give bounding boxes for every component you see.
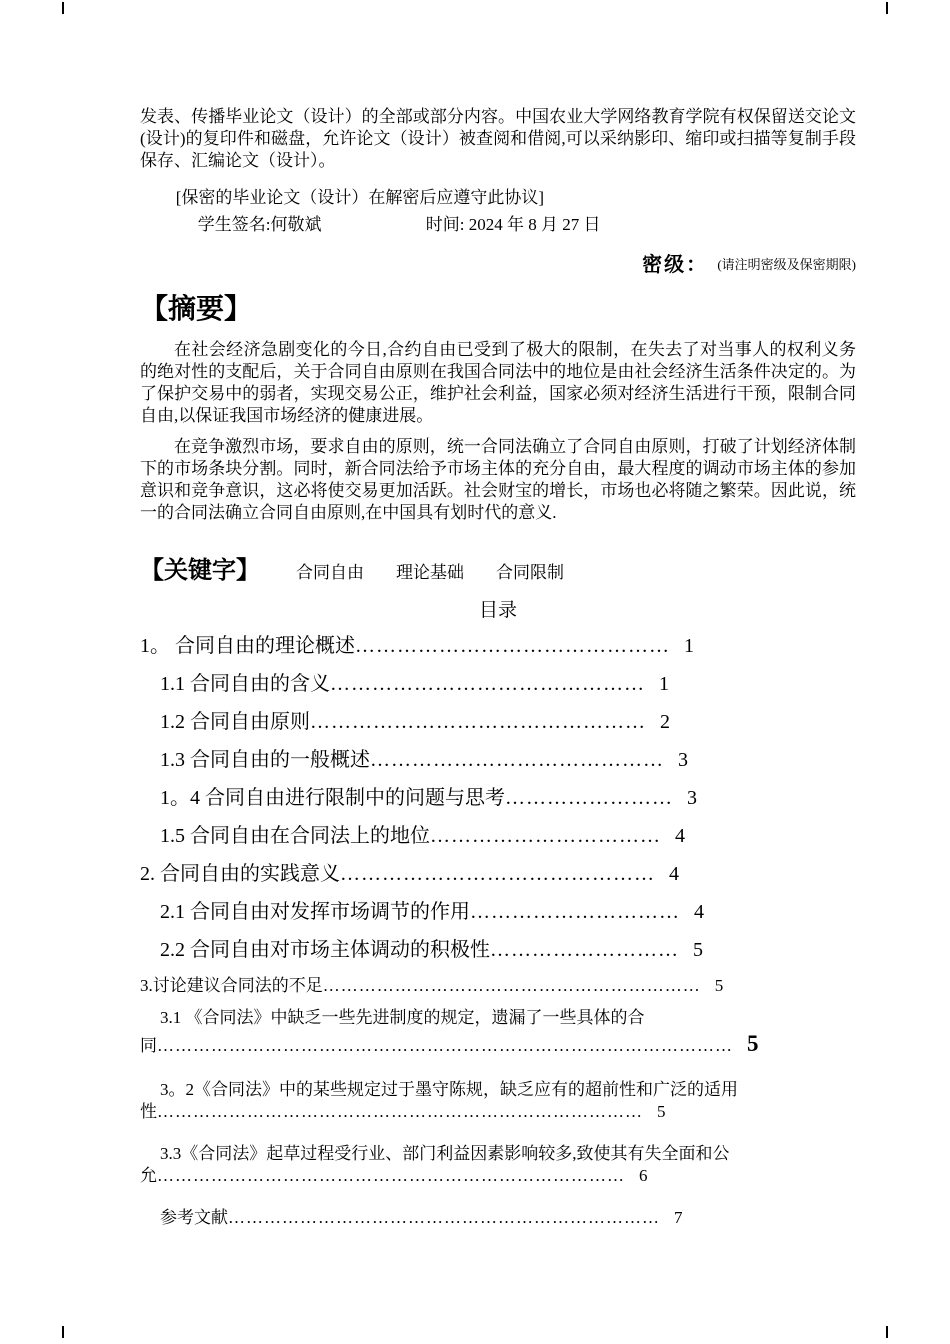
toc-entry-text: 1。4 合同自由进行限制中的问题与思考 — [160, 787, 505, 809]
secrecy-line — [140, 253, 856, 277]
toc-entry — [140, 1143, 856, 1187]
toc-dot-leader: …………………………………………………………………… — [157, 1166, 625, 1186]
keyword-item: 合同限制 — [496, 563, 564, 582]
page-corner-mark-bottom-right — [886, 1326, 888, 1338]
toc-dot-leader: …………………………………… — [370, 749, 664, 771]
toc-dot-leader: ……………………………………… — [330, 673, 645, 695]
toc-dot-leader: ……………………………………… — [355, 635, 670, 657]
toc-entries — [140, 633, 856, 1230]
toc-dot-leader: ………………………………………… — [310, 711, 646, 733]
abstract-heading: 【摘要】 — [140, 294, 253, 325]
toc-entry — [140, 975, 856, 997]
toc-dot-leader: ……………………………………………………… — [322, 976, 701, 995]
keywords-list — [264, 565, 564, 582]
toc-page-number: 3 — [687, 787, 697, 809]
toc-dot-leader: ……………………………………………………………… — [228, 1208, 660, 1228]
toc-entry-text: 1.2 合同自由原则 — [160, 711, 310, 733]
page-corner-mark-top-left — [62, 2, 64, 14]
keyword-item: 理论基础 — [396, 563, 464, 582]
toc-entry — [140, 861, 856, 887]
toc-entry — [140, 747, 856, 773]
toc-dot-leader: ………………………… — [470, 901, 680, 923]
secrecy-label: 密级： — [642, 254, 709, 276]
toc-entry-text: 2. 合同自由的实践意义 — [140, 863, 340, 885]
toc-entry — [140, 671, 856, 697]
page-corner-mark-bottom-left — [62, 1326, 64, 1338]
toc-page-number: 5 — [657, 1102, 666, 1122]
toc-entry — [140, 1007, 856, 1059]
toc-entry-text: 3。2《合同法》中的某些规定过于墨守陈规，缺乏应有的超前性和广泛的适用性 — [140, 1080, 738, 1122]
toc-page-number: 7 — [674, 1208, 683, 1228]
toc-page-number: 4 — [675, 825, 685, 847]
toc-entry-text: 参考文献 — [160, 1208, 228, 1228]
toc-dot-leader: ……………………………………… — [340, 863, 655, 885]
toc-page-number: 5 — [693, 939, 703, 961]
toc-entry — [140, 823, 856, 849]
keyword-item: 合同自由 — [296, 563, 364, 582]
toc-page-number: 2 — [660, 711, 670, 733]
toc-title: 目录 — [478, 600, 517, 621]
toc-entry-text: 3.3《合同法》起草过程受行业、部门利益因素影响较多,致使其有失全面和公允 — [140, 1144, 730, 1186]
toc-page-number: 1 — [659, 673, 669, 695]
toc-dot-leader: ……………………………………………………………………… — [157, 1102, 643, 1122]
toc-entry — [140, 785, 856, 811]
toc-entry — [140, 633, 856, 659]
student-signature: 学生签名:何敬斌 — [197, 215, 322, 234]
toc-entry-text: 3.讨论建议合同法的不足 — [140, 976, 323, 995]
toc-entry — [140, 709, 856, 735]
toc-entry — [140, 1079, 856, 1123]
secrecy-hint: (请注明密级及保密期限) — [717, 257, 856, 272]
top-paragraph: 发表、传播毕业论文（设计）的全部或部分内容。中国农业大学网络教育学院有权保留送交论文(设计)的复印件和磁盘，允许论文（设计）被查阅和借阅,可以采纳影印、缩印或扫描等复制手段保存、汇编论文（设计）。 — [140, 107, 856, 170]
abstract-paragraph-2: 在竞争激烈市场，要求自由的原则，统一合同法确立了合同自由原则，打破了计划经济体制下的市场条块分割。同时，新合同法给予市场主体的充分自由，最大程度的调动市场主体的参加意识和竞争意识，这必将使交易更加活跃。社会财宝的增长，市场也必将随之繁荣。因此说，统一的合同法确立合同自由原则,在中国具有划时代的意义. — [140, 437, 856, 522]
toc-page-number: 4 — [669, 863, 679, 885]
toc-page-number: 3 — [678, 749, 688, 771]
page-corner-mark-top-right — [886, 2, 888, 14]
keywords-row — [140, 550, 856, 585]
toc-entry-text: 1。 合同自由的理论概述 — [140, 635, 355, 657]
abstract-paragraph-1: 在社会经济急剧变化的今日,合约自由已受到了极大的限制，在失去了对当事人的权利义务的绝对性的支配后，关于合同自由原则在我国合同法中的地位是由社会经济生活条件决定的。为了保护交易中的弱者，实现交易公正，维护社会利益，国家必须对经济生活进行干预，限制合同自由,以保证我国市场经济的健康进展。 — [140, 340, 856, 425]
toc-page-number: 4 — [694, 901, 704, 923]
toc-dot-leader: …………………………… — [430, 825, 661, 847]
toc-entry-text: 3.1 《合同法》中缺乏一些先进制度的规定，遗漏了一些具体的合同 — [140, 1008, 645, 1056]
toc-entry-text: 1.5 合同自由在合同法上的地位 — [160, 825, 430, 847]
toc-dot-leader: ……………………… — [490, 939, 679, 961]
toc-dot-leader: …………………………………………………………………………………… — [157, 1036, 733, 1056]
signature-time: 时间: 2024 年 8 月 27 日 — [425, 215, 601, 234]
toc-entry-text: 2.1 合同自由对发挥市场调节的作用 — [160, 901, 470, 923]
signature-line — [140, 214, 856, 236]
toc-entry — [140, 899, 856, 925]
toc-page-number: 5 — [714, 976, 724, 995]
toc-entry — [140, 937, 856, 963]
toc-page-number: 6 — [639, 1166, 648, 1186]
toc-entry-text: 2.2 合同自由对市场主体调动的积极性 — [160, 939, 490, 961]
confidential-note: [保密的毕业论文（设计）在解密后应遵守此协议] — [175, 188, 545, 207]
toc-entry-text: 1.1 合同自由的含义 — [160, 673, 330, 695]
toc-page-number: 5 — [747, 1031, 759, 1057]
toc-dot-leader: …………………… — [505, 787, 673, 809]
keywords-heading: 【关键字】 — [140, 558, 260, 584]
toc-entry-text: 1.3 合同自由的一般概述 — [160, 749, 370, 771]
page-content — [140, 106, 856, 1244]
toc-page-number: 1 — [684, 635, 694, 657]
toc-entry — [140, 1207, 856, 1229]
